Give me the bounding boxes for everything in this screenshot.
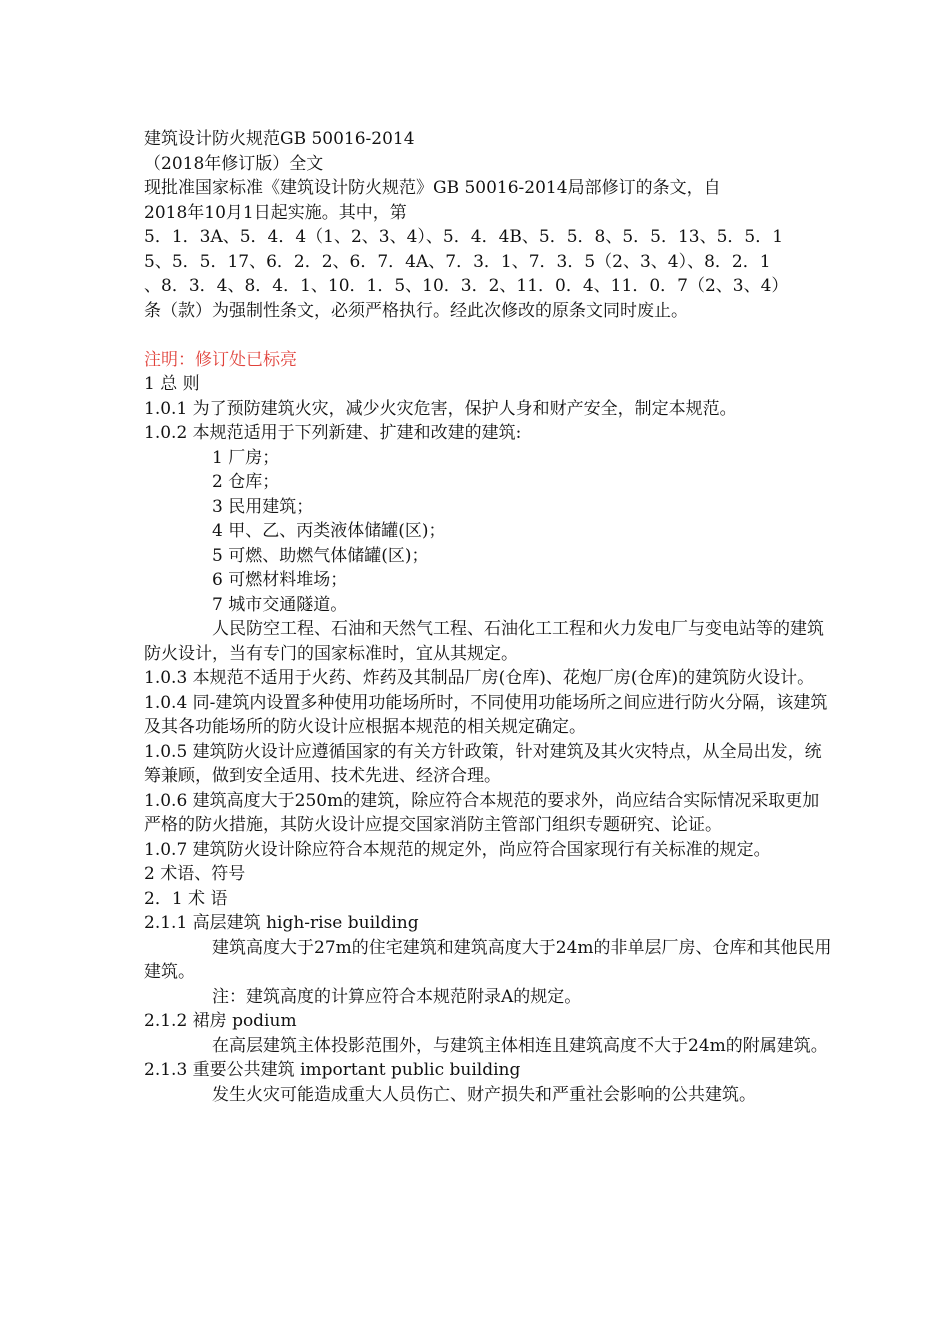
- revision-notice: 注明：修订处已标亮: [144, 349, 297, 370]
- list-item: 6 可燃材料堆场；: [212, 570, 348, 590]
- list-item: 3 民用建筑；: [212, 496, 314, 517]
- document-page: [144, 127, 834, 1107]
- term-definition: 建筑高度大于27m的住宅建筑和建筑高度大于24m的非单层厂房、仓库和其他民用建筑。: [144, 937, 832, 982]
- list-item: 2 仓库；: [212, 472, 280, 492]
- clause-1-0-7: 1.0.7 建筑防火设计除应符合本规范的规定外，尚应符合国家现行有关标准的规定。: [144, 839, 771, 860]
- chapter-heading: 1 总 则: [144, 374, 200, 394]
- list-item: 1 厂房；: [212, 447, 280, 468]
- intro-line: 5、5．5．17、6．2．2、6．7．4A、7．3．1、7．3．5（2、3、4）、8．2．1: [144, 251, 771, 272]
- clause-1-0-3: 1.0.3 本规范不适用于火药、炸药及其制品厂房(仓库)、花炮厂房(仓库)的建筑防火设计。: [144, 668, 815, 688]
- term-note: 注：建筑高度的计算应符合本规范附录A的规定。: [212, 986, 582, 1007]
- intro-line: 现批准国家标准《建筑设计防火规范》GB 50016-2014局部修订的条文，自: [144, 178, 721, 198]
- clause-1-0-4: 1.0.4 同-建筑内设置多种使用功能场所时，不同使用功能场所之间应进行防火分隔，该建筑及其各功能场所的防火设计应根据本规范的相关规定确定。: [144, 692, 828, 737]
- clause-1-0-5: 1.0.5 建筑防火设计应遵循国家的有关方针政策，针对建筑及其火灾特点，从全局出发，统筹兼顾，做到安全适用、技术先进、经济合理。: [144, 741, 822, 786]
- clause-1-0-6: 1.0.6 建筑高度大于250m的建筑，除应符合本规范的要求外，尚应结合实际情况采取更加严格的防火措施，其防火设计应提交国家消防主管部门组织专题研究、论证。: [144, 790, 820, 835]
- spacer: [144, 323, 834, 348]
- intro-line: 5．1．3A、5．4．4（1、2、3、4）、5．4．4B、5．5．8、5．5．13、5．5．1: [144, 227, 784, 247]
- term-definition: 在高层建筑主体投影范围外，与建筑主体相连且建筑高度不大于24m的附属建筑。: [212, 1035, 828, 1056]
- chapter-heading: 2 术语、符号: [144, 864, 246, 884]
- term-title: 2.1.3 重要公共建筑 important public building: [144, 1060, 521, 1080]
- section-heading: 2．1 术 语: [144, 888, 228, 909]
- document-subtitle: （2018年修订版）全文: [144, 153, 324, 174]
- term-title: 2.1.2 裙房 podium: [144, 1011, 297, 1031]
- document-title: 建筑设计防火规范GB 50016-2014: [144, 129, 415, 149]
- term-definition: 发生火灾可能造成重大人员伤亡、财产损失和严重社会影响的公共建筑。: [212, 1084, 756, 1105]
- clause-1-0-1: 1.0.1 为了预防建筑火灾，减少火灾危害，保护人身和财产安全，制定本规范。: [144, 398, 737, 419]
- list-item: 4 甲、乙、丙类液体储罐(区)；: [212, 521, 446, 541]
- clause-1-0-2-note: 人民防空工程、石油和天然气工程、石油化工工程和火力发电厂与变电站等的建筑防火设计，当有专门的国家标准时，宜从其规定。: [144, 619, 824, 664]
- list-item: 5 可燃、助燃气体储罐(区)；: [212, 545, 429, 566]
- list-item: 7 城市交通隧道。: [212, 594, 348, 615]
- clause-1-0-2: 1.0.2 本规范适用于下列新建、扩建和改建的建筑:: [144, 423, 522, 443]
- intro-line: 2018年10月1日起实施。其中，第: [144, 202, 407, 223]
- intro-line: 、8．3．4、8．4．1、10．1．5、10．3．2、11．0．4、11．0．7（2、3、4）: [144, 276, 789, 296]
- term-title: 2.1.1 高层建筑 high-rise building: [144, 913, 419, 933]
- intro-line: 条（款）为强制性条文，必须严格执行。经此次修改的原条文同时废止。: [144, 300, 688, 321]
